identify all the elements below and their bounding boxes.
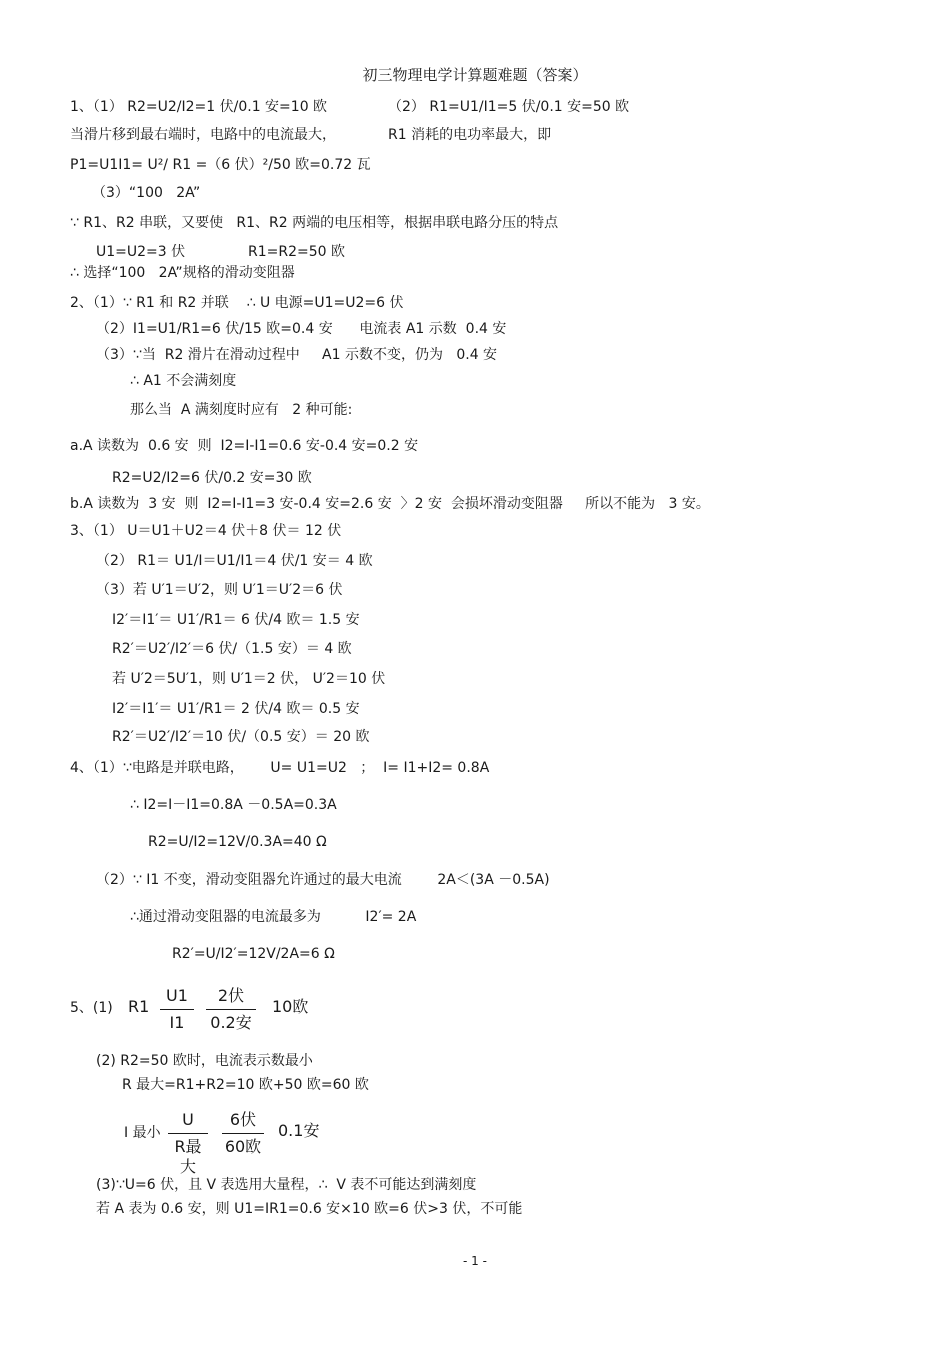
line-1-because: ∵ R1、R2 串联，又要使 R1、R2 两端的电压相等，根据串联电路分压的特点	[70, 215, 559, 231]
fraction-bar	[222, 1133, 264, 1134]
line-5-r-max: R 最大=R1+R2=10 欧+50 欧=60 欧	[122, 1077, 369, 1093]
line-4-2: （2）∵ I1 不变，滑动变阻器允许通过的最大电流 2A＜(3A －0.5A)	[96, 872, 550, 888]
formula2-lhs: I 最小	[124, 1125, 161, 1141]
line-1-power: P1=U1I1= U²/ R1 =（6 伏）²/50 欧=0.72 瓦	[70, 157, 371, 173]
line-3-r2a: R2′＝U2′/I2′＝6 伏/（1.5 安）＝ 4 欧	[112, 641, 352, 657]
line-1-1: 1、（1） R2=U2/I2=1 伏/0.1 安=10 欧	[70, 99, 328, 115]
formula1-fraction-a	[160, 986, 194, 1033]
line-3-r2b: R2′＝U2′/I2′＝10 伏/（0.5 安）＝ 20 欧	[112, 729, 370, 745]
formula1-result: 10欧	[272, 997, 309, 1016]
fraction-bar	[160, 1009, 194, 1010]
line-1-text-b: R1 消耗的电功率最大，即	[388, 127, 552, 143]
formula1-lhs: R1	[128, 997, 150, 1016]
formula1-fraction-b	[206, 986, 256, 1033]
formula1-frac-a-den: I1	[169, 1013, 185, 1032]
formula1-frac-b-num: 2伏	[217, 986, 245, 1005]
line-5-3: (3)∵U=6 伏，且 V 表选用大量程，∴ V 表不可能达到满刻度	[96, 1177, 477, 1193]
line-5-1-label: 5、(1)	[70, 1000, 113, 1016]
line-5-2: (2) R2=50 欧时，电流表示数最小	[96, 1053, 313, 1069]
line-1-3: （3）“100 2A”	[92, 185, 201, 201]
line-1-2: （2） R1=U1/I1=5 伏/0.1 安=50 欧	[388, 99, 630, 115]
line-3-i2a: I2′＝I1′＝ U1′/R1＝ 6 伏/4 欧＝ 1.5 安	[112, 612, 360, 628]
line-2-b: b.A 读数为 3 安 则 I2=I-I1=3 安-0.4 安=2.6 安 〉2 安 会损坏滑动变阻器 所以不能为 3 安。	[70, 496, 710, 512]
line-4-1: 4、（1）∵电路是并联电路， U= U1=U2 ； I= I1+I2= 0.8A	[70, 760, 490, 776]
formula1-frac-a-num: U1	[166, 986, 188, 1005]
fraction-bar	[206, 1009, 256, 1010]
line-3-2: （2） R1＝ U1/I＝U1/I1＝4 伏/1 安＝ 4 欧	[96, 553, 373, 569]
line-3-3: （3）若 U′1＝U′2，则 U′1＝U′2＝6 伏	[96, 582, 343, 598]
line-4-i2: ∴ I2=I－I1=0.8A －0.5A=0.3A	[130, 797, 337, 813]
line-3-i2b: I2′＝I1′＝ U1′/R1＝ 2 伏/4 欧＝ 0.5 安	[112, 701, 360, 717]
line-1-u: U1=U2=3 伏	[96, 244, 186, 260]
formula2-result: 0.1安	[278, 1121, 320, 1140]
line-2-2: （2）I1=U1/R1=6 伏/15 欧=0.4 安 电流表 A1 示数 0.4 安	[96, 321, 507, 337]
line-2-a: a.A 读数为 0.6 安 则 I2=I-I1=0.6 安-0.4 安=0.2 安	[70, 438, 419, 454]
line-2-a1: ∴ A1 不会满刻度	[130, 373, 237, 389]
line-4-max-current: ∴通过滑动变阻器的电流最多为 I2′= 2A	[130, 909, 417, 925]
line-1-therefore: ∴ 选择“100 2A”规格的滑动变阻器	[70, 265, 295, 281]
line-2-3: （3）∵当 R2 滑片在滑动过程中 A1 示数不变，仍为 0.4 安	[96, 347, 498, 363]
line-3-case2: 若 U′2＝5U′1，则 U′1＝2 伏， U′2＝10 伏	[112, 671, 386, 687]
line-4-r2-prime: R2′=U/I2′=12V/2A=6 Ω	[172, 946, 335, 962]
fraction-bar	[168, 1133, 208, 1134]
line-2-cases: 那么当 A 满刻度时应有 2 种可能:	[130, 402, 353, 418]
formula2-frac-b-num: 6伏	[229, 1110, 257, 1129]
line-5-3-conclusion: 若 A 表为 0.6 安，则 U1=IR1=0.6 安×10 欧=6 伏>3 伏，不可能	[96, 1201, 523, 1217]
page-number: - 1 -	[463, 1254, 487, 1268]
line-2-1: 2、（1）∵ R1 和 R2 并联 ∴ U 电源=U1=U2=6 伏	[70, 295, 404, 311]
line-1-text: 当滑片移到最右端时，电路中的电流最大，	[70, 127, 336, 143]
formula1-frac-b-den: 0.2安	[210, 1013, 252, 1032]
formula2-fraction-a	[168, 1110, 208, 1177]
line-3-1: 3、（1） U＝U1＋U2＝4 伏＋8 伏＝ 12 伏	[70, 523, 342, 539]
line-2-a-r2: R2=U2/I2=6 伏/0.2 安=30 欧	[112, 470, 312, 486]
line-1-r: R1=R2=50 欧	[248, 244, 345, 260]
formula2-frac-b-den: 60欧	[224, 1137, 262, 1156]
page-title: 初三物理电学计算题难题（答案）	[362, 66, 588, 84]
formula2-fraction-b	[222, 1110, 264, 1157]
formula2-frac-a-den: R最大	[174, 1137, 202, 1176]
line-4-r2: R2=U/I2=12V/0.3A=40 Ω	[148, 834, 327, 850]
formula2-frac-a-num: U	[182, 1110, 194, 1129]
